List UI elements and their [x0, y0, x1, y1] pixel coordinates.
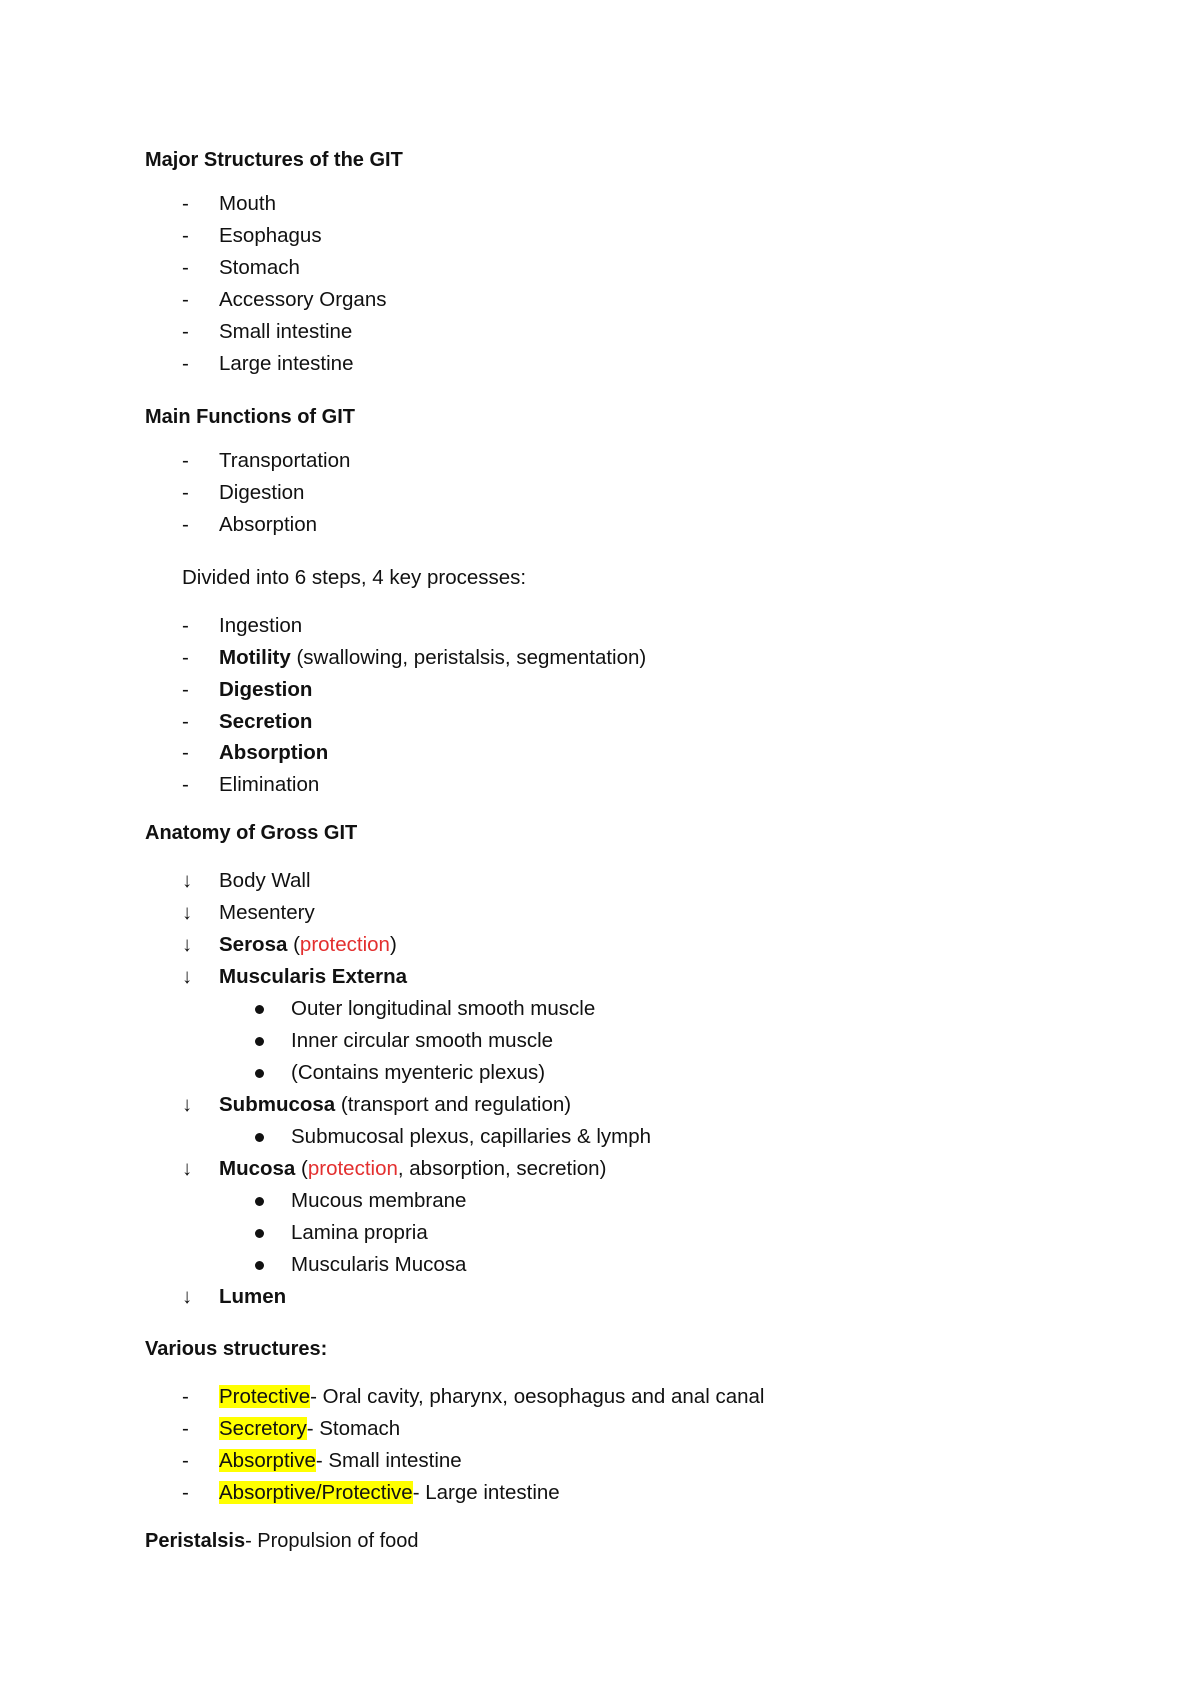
- structure-detail: - Small intestine: [315, 1449, 462, 1472]
- highlighted-label: Secretory: [219, 1417, 307, 1440]
- dash-bullet: -: [182, 192, 189, 215]
- dash-bullet: -: [182, 1385, 189, 1408]
- list-item-text: Large intestine: [219, 352, 354, 375]
- down-arrow-icon: ↓: [182, 901, 193, 924]
- process-digestion: Digestion: [219, 678, 313, 701]
- paren-open: (: [295, 1157, 308, 1180]
- bullet-dot-icon: [255, 1261, 264, 1270]
- list-item-text: Digestion: [219, 481, 305, 504]
- dash-bullet: -: [182, 320, 189, 343]
- down-arrow-icon: ↓: [182, 965, 193, 988]
- layer-mucosa-line: [219, 1156, 606, 1182]
- list-item-text: [219, 1384, 764, 1410]
- dash-bullet: -: [182, 1481, 189, 1504]
- layer-submucosa-line: [219, 1092, 571, 1118]
- peristalsis-term: Peristalsis: [145, 1530, 246, 1552]
- list-item-text: Esophagus: [219, 224, 322, 247]
- paren-open: (: [287, 933, 300, 956]
- structure-detail: - Large intestine: [412, 1481, 560, 1504]
- layer-lumen: Lumen: [219, 1285, 287, 1308]
- heading-main-functions: Main Functions of GIT: [145, 406, 355, 428]
- dash-bullet: -: [182, 513, 189, 536]
- sub-list-item-text: (Contains myenteric plexus): [291, 1061, 546, 1084]
- dash-bullet: -: [182, 1417, 189, 1440]
- process-absorption: Absorption: [219, 741, 329, 764]
- bullet-dot-icon: [255, 1229, 264, 1238]
- layer-serosa-line: [219, 932, 397, 958]
- dash-bullet: -: [182, 678, 189, 701]
- dash-bullet: -: [182, 256, 189, 279]
- dash-bullet: -: [182, 741, 189, 764]
- layer-serosa: Serosa: [219, 933, 288, 956]
- structure-detail: - Stomach: [306, 1417, 401, 1440]
- list-item-text: Absorption: [219, 513, 318, 536]
- processes-note: Divided into 6 steps, 4 key processes:: [182, 566, 527, 589]
- serosa-protection: protection: [299, 933, 390, 956]
- down-arrow-icon: ↓: [182, 933, 193, 956]
- bullet-dot-icon: [255, 1133, 264, 1142]
- sub-list-item-text: Mucous membrane: [291, 1189, 467, 1212]
- dash-bullet: -: [182, 773, 189, 796]
- dash-bullet: -: [182, 1449, 189, 1472]
- heading-major-structures: Major Structures of the GIT: [145, 149, 403, 171]
- process-motility-line: [219, 645, 646, 671]
- dash-bullet: -: [182, 224, 189, 247]
- paren-close: ): [389, 933, 397, 956]
- layer-muscularis-externa: Muscularis Externa: [219, 965, 407, 988]
- structure-detail: - Oral cavity, pharynx, oesophagus and anal canal: [310, 1385, 765, 1408]
- mucosa-detail: , absorption, secretion): [397, 1157, 607, 1180]
- submucosa-detail: (transport and regulation): [335, 1093, 572, 1116]
- process-ingestion: Ingestion: [219, 614, 303, 637]
- dash-bullet: -: [182, 449, 189, 472]
- dash-bullet: -: [182, 646, 189, 669]
- process-secretion: Secretion: [219, 710, 313, 733]
- highlighted-label: Absorptive/Protective: [219, 1481, 413, 1504]
- layer-body-wall: Body Wall: [219, 869, 311, 892]
- list-item-text: [219, 1448, 462, 1474]
- process-elimination: Elimination: [219, 773, 320, 796]
- down-arrow-icon: ↓: [182, 1093, 193, 1116]
- sub-list-item-text: Muscularis Mucosa: [291, 1253, 467, 1276]
- mucosa-protection: protection: [307, 1157, 398, 1180]
- down-arrow-icon: ↓: [182, 1157, 193, 1180]
- bullet-dot-icon: [255, 1197, 264, 1206]
- process-motility-detail: (swallowing, peristalsis, segmentation): [290, 646, 647, 669]
- down-arrow-icon: ↓: [182, 1285, 193, 1308]
- bullet-dot-icon: [255, 1005, 264, 1014]
- dash-bullet: -: [182, 481, 189, 504]
- list-item-text: Transportation: [219, 449, 351, 472]
- sub-list-item-text: Inner circular smooth muscle: [291, 1029, 554, 1052]
- peristalsis-line: [145, 1528, 419, 1554]
- sub-list-item-text: Lamina propria: [291, 1221, 428, 1244]
- dash-bullet: -: [182, 710, 189, 733]
- highlighted-label: Absorptive: [219, 1449, 316, 1472]
- layer-submucosa: Submucosa: [219, 1093, 336, 1116]
- bullet-dot-icon: [255, 1069, 264, 1078]
- sub-list-item-text: Outer longitudinal smooth muscle: [291, 997, 596, 1020]
- dash-bullet: -: [182, 614, 189, 637]
- list-item-text: Accessory Organs: [219, 288, 387, 311]
- highlighted-label: Protective: [219, 1385, 311, 1408]
- dash-bullet: -: [182, 352, 189, 375]
- sub-list-item-text: Submucosal plexus, capillaries & lymph: [291, 1125, 652, 1148]
- layer-mesentery: Mesentery: [219, 901, 315, 924]
- dash-bullet: -: [182, 288, 189, 311]
- list-item-text: Stomach: [219, 256, 300, 279]
- heading-various-structures: Various structures:: [145, 1338, 328, 1360]
- list-item-text: [219, 1480, 560, 1506]
- bullet-dot-icon: [255, 1037, 264, 1046]
- list-item-text: Small intestine: [219, 320, 353, 343]
- peristalsis-definition: - Propulsion of food: [245, 1530, 419, 1552]
- layer-mucosa: Mucosa: [219, 1157, 296, 1180]
- list-item-text: Mouth: [219, 192, 276, 215]
- down-arrow-icon: ↓: [182, 869, 193, 892]
- process-motility: Motility: [219, 646, 291, 669]
- heading-anatomy: Anatomy of Gross GIT: [145, 822, 358, 844]
- list-item-text: [219, 1416, 400, 1442]
